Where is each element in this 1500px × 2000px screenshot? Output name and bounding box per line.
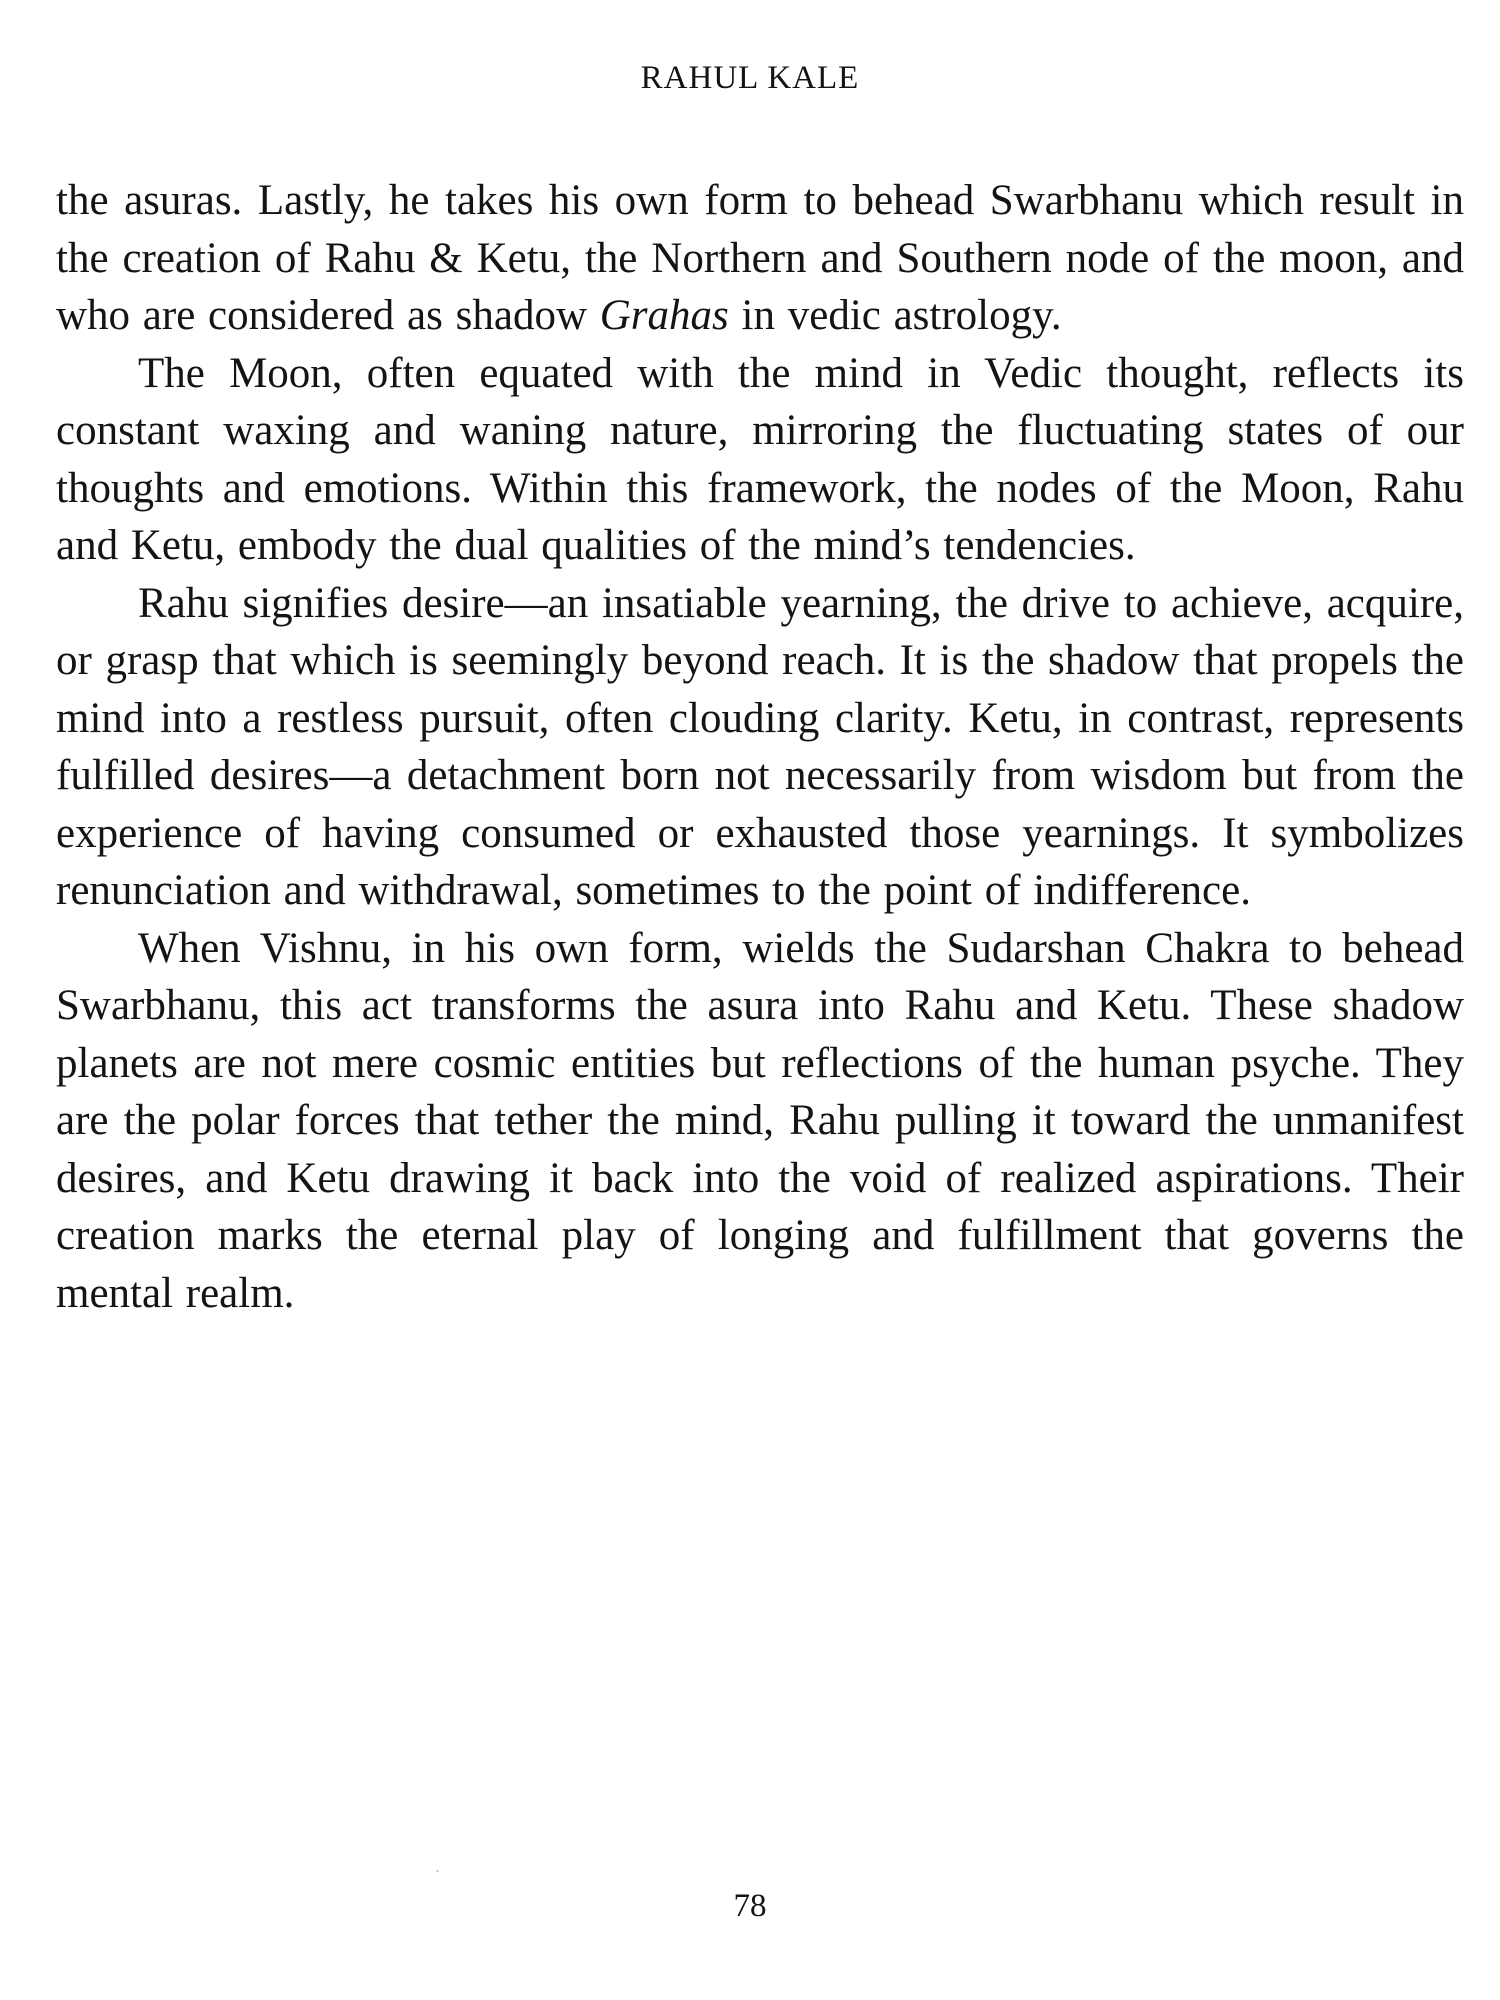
body-text [56, 172, 1464, 1322]
page-number: 78 [733, 1888, 767, 1924]
paragraph-1-text-b: in vedic astrology. [728, 292, 1062, 339]
paragraph-3-text: Rahu signifies desire—an insatiable yearning, the drive to achieve, acquire, or grasp that which is seemingly beyond reach. It is the shadow that propels the mind into a restless pursuit, often clouding clarity. Ketu, in contrast, represents fulfilled desires—a detachment born not necessarily from wisdom but from the experience of having consumed or exhausted those yearnings. It symbolizes renunciation and withdrawal, sometimes to the point of indifference. [56, 579, 1464, 914]
paragraph-4 [56, 920, 1464, 1323]
scan-speck [436, 1870, 439, 1872]
paragraph-3 [56, 575, 1464, 920]
paragraph-1-text-a: the asuras. Lastly, he takes his own form to behead Swarbhanu which result in the creation of Rahu & Ketu, the Northern and Southern node of the moon, and who are considered as shadow [56, 177, 1464, 339]
paragraph-1-italic-term: Grahas [599, 292, 729, 339]
running-head: RAHUL KALE [640, 60, 860, 96]
paragraph-4-text: When Vishnu, in his own form, wields the Sudarshan Chakra to behead Swarbhanu, this act transforms the asura into Rahu and Ketu. These shadow planets are not mere cosmic entities but reflections of the human psyche. They are the polar forces that tether the mind, Rahu pulling it toward the unmanifest desires, and Ketu drawing it back into the void of realized aspirations. Their creation marks the eternal play of longing and fulfillment that governs the mental realm. [56, 924, 1464, 1317]
paragraph-2 [56, 345, 1464, 575]
paragraph-1 [56, 172, 1464, 345]
paragraph-2-text: The Moon, often equated with the mind in Vedic thought, reflects its constant waxing and waning nature, mirroring the fluctuating states of our thoughts and emotions. Within this framework, the nodes of the Moon, Rahu and Ketu, embody the dual qualities of the mind’s tendencies. [56, 349, 1464, 569]
